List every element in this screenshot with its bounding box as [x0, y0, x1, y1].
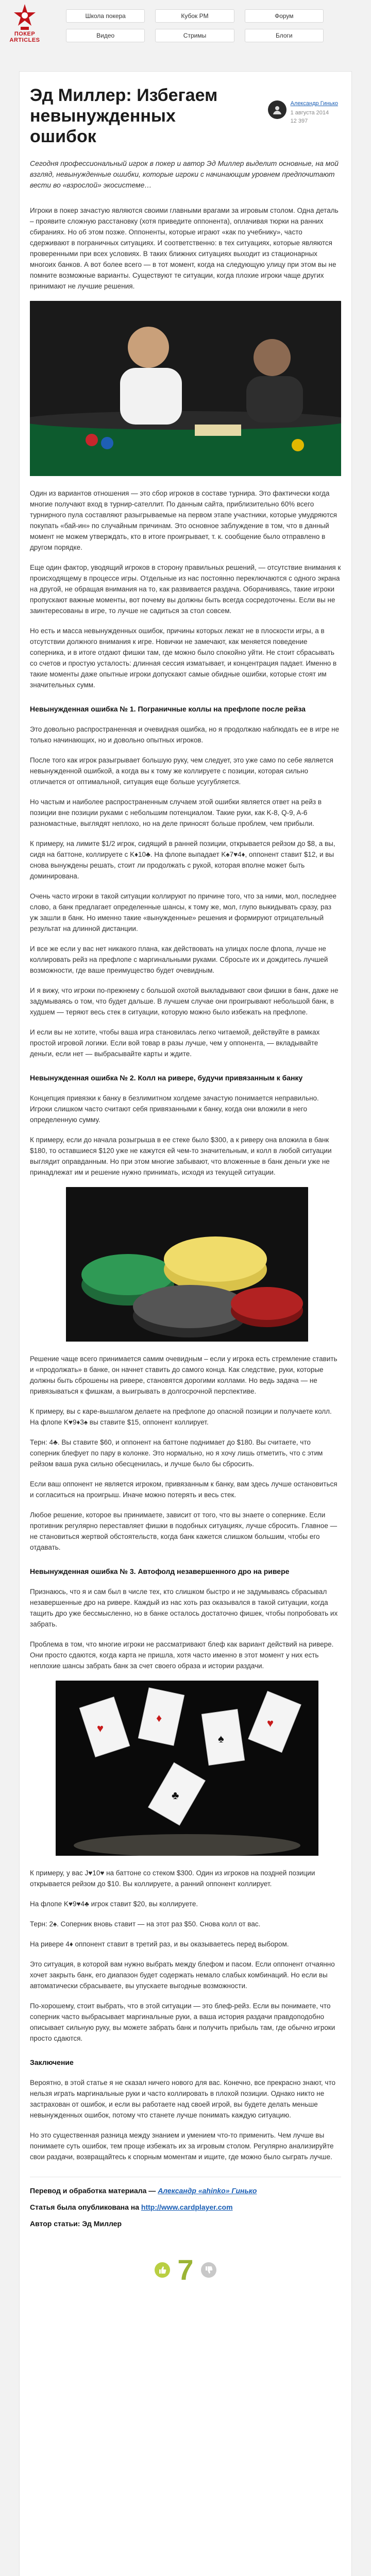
paragraph: На флопе K♥9♥4♣ игрок ставит $20, вы коллируете.: [30, 1900, 198, 1908]
thumbs-up-icon: [158, 2266, 166, 2274]
section-heading-2: Невынужденная ошибка № 2. Колл на ривере, будучи привязанным к банку: [30, 1074, 303, 1082]
svg-text:♥: ♥: [267, 1717, 274, 1730]
photo-cards: [56, 1681, 318, 1858]
site-header: [0, 0, 371, 56]
source-prefix: Статья была опубликована на: [30, 2203, 141, 2211]
paragraph: Концепция привязки к банку в безлимитном холдеме зачастую понимается неправильно. Игроки слишком часто считают себя привязанными к банку, когда они вложили в него определенную сумму.: [30, 1094, 319, 1124]
paragraph: Решение чаще всего принимается самим очевидным – если у игрока есть стремление ставить и «продолжать» в банке, он начнет ставить до самого конца. Как следствие, руки, которые должны быть сброшены на ривере, становятся дорогими коллами. Но ведь задача — не привязываться к фишкам, а выигрывать в долгосрочной перспективе.: [30, 1355, 338, 1395]
author-name[interactable]: Александр Гинько: [290, 100, 338, 107]
nav-item-video[interactable]: Видео: [66, 29, 145, 42]
svg-text:♥: ♥: [97, 1722, 104, 1735]
credit-prefix: Перевод и обработка материала —: [30, 2187, 158, 2195]
paragraph: К примеру, у вас J♥10♥ на баттоне со стеком $300. Один из игроков на поздней позиции открывается рейзом до $10. Вы коллируете, а ранний оппонент коллирует.: [30, 1869, 315, 1888]
section-heading-3: Невынужденная ошибка № 3. Автофолд незавершенного дро на ривере: [30, 1567, 290, 1575]
nav-item-blogs[interactable]: Блоги: [245, 29, 324, 42]
publish-date: 1 августа 2014: [290, 110, 329, 116]
paragraph: И все же если у вас нет никакого плана, как действовать на улицах после флопа, лучше не коллировать рейз на префлопе с маргинальными руками. Сбросьте их и дождитесь лучшей возможности, где ваше преимущество будет очевидным.: [30, 945, 328, 974]
thumbs-down-icon: [205, 2266, 213, 2274]
site-logo[interactable]: [7, 3, 42, 53]
author-line: Автор статьи: Эд Миллер: [30, 2219, 122, 2228]
paragraph: И если вы не хотите, чтобы ваша игра становилась легко читаемой, действуйте в рамках простой игровой логики. Если вой товар в разы лучше, чем у оппонента, — вкладывайте деньги, если нет — выбрасывайте карты и ждите.: [30, 1028, 320, 1058]
translation-credit: [30, 2187, 341, 2195]
svg-text:♠: ♠: [218, 1732, 224, 1745]
source-link[interactable]: http://www.cardplayer.com: [141, 2203, 233, 2211]
paragraph: К примеру, на лимите $1/2 игрок, сидящий в ранней позиции, открывается рейзом до $8, а вы, сидя на баттоне, коллируете с K♦10♣. На флопе выпадает K♠7♥4♦, оппонент ставит $12, и вы снова вынуждены решать, стоит ли продолжать с рукой, которая вполне может быть доминирована.: [30, 840, 335, 880]
paragraph: Вероятно, в этой статье я не сказал ничего нового для вас. Конечно, все прекрасно знают, что нельзя играть маргинальные руки и часто коллировать в плохой позиции. Однако никто не застрахован от ошибок, и если вы работаете над своей игрой, вы будете делать меньше невынужденных ошибок, потому что станете лучше понимать каждую ситуацию.: [30, 2079, 335, 2119]
paragraph: И я вижу, что игроки по-прежнему с большой охотой выкладывают свои фишки в банк, даже не задумываясь о том, что будет дальше. В лучшем случае они проигрывают небольшой банк, в худшем — теряют весь стек в ситуации, которую можно было избежать на префлопе.: [30, 987, 339, 1016]
paragraph: После того как игрок разыгрывает большую руку, чем следует, это уже само по себе является невынужденной ошибкой, а когда вы к тому же коллируете с позиции, которая сильно отличается от оптимальной, ситуация еще больше усугубляется.: [30, 756, 333, 786]
section-heading-1: Невынужденная ошибка № 1. Пограничные коллы на префлопе после рейза: [30, 705, 306, 713]
paragraph: Это ситуация, в которой вам нужно выбрать между блефом и пасом. Если оппонент отчаянно хочет закрыть банк, его диапазон будет содержать немало слабых комбинаций. Но если вы автоматически сбрасываете, вы упускаете выгодные возможности.: [30, 1960, 335, 1990]
paragraph: Если ваш оппонент не является игроком, привязанным к банку, вам здесь лучше остановиться и согласиться на проигрыш. Иначе можно потерять и весь стек.: [30, 1480, 338, 1499]
paragraph: Терн: 4♣. Вы ставите $60, и оппонент на баттоне поднимает до $180. Вы считаете, что соперник блефует по пару в колонке. Это нормально, но я хочу лишь отметить, что с этим рейзом ваша рука сильно обесценилась, и лучше было бы сбросить.: [30, 1438, 323, 1468]
paragraph: Игроки в покер зачастую являются своими главными врагами за игровым столом. Одна деталь – проявите сложную расстановку (хотя приведите оппонента), оплачивая тюрки на ранних сбираниях. Но об этом позже. Оппоненты, которые играют «как по учебнику», часто сдерживают в пограничных ситуациях. И соответственно: в тех ситуациях, которые являются проверенными при всех условиях. В таких ближних ситуациях выходит из стационарных многоих банков. А вот более всего — в тот момент, когда на следующую улицу при этом вы не помните возможные варианты. Существуют те ситуации, когда плохие игроки чаще других принимают не лучшие решения.: [30, 207, 339, 290]
paragraph: Но есть и масса невынужденных ошибок, причины которых лежат не в плоскости игры, а в отсутствии должного внимания к игре. Новички не замечают, как меняется поведение соперника, и в итоге отдают фишки там, где можно было спокойно уйти. Не стоит сбрасывать со счетов и простую усталость: длинная сессия изматывает, и концентрация падает. Именно в такие моменты даже опытные игроки допускают самые обидные ошибки, которые стоят им значительных сумм.: [30, 627, 337, 689]
likes-count: 7: [177, 2253, 194, 2286]
nav-item-forum[interactable]: Форум: [245, 9, 324, 23]
nav-item-cup[interactable]: Кубок PM: [155, 9, 234, 23]
paragraph: Любое решение, которое вы принимаете, зависит от того, что вы знаете о сопернике. Если противник регулярно переставляет фишки в подобных ситуациях, лучше сбросить. Главное — не становиться жертвой обстоятельств, когда банк кажется слишком большим, чтобы его отдавать.: [30, 1511, 338, 1551]
top-nav: [66, 9, 324, 42]
article-lead: Сегодня профессиональный игрок в покер и автор Эд Миллер выделит основные, на мой взгляд, невынужденные ошибки, которые игроки с начинающим уровнем предпочитают вести во «взрослой» экосистеме…: [30, 159, 339, 189]
user-icon: [272, 104, 283, 115]
article-title: Эд Миллер: Избегаем невынужденных ошибок: [30, 86, 218, 146]
conclusion-heading: Заключение: [30, 2058, 74, 2066]
photo-chips: [66, 1187, 308, 1344]
paragraph: По-хорошему, стоит выбрать, что в этой ситуации — это блеф-рейз. Если вы понимаете, что соперник часто выбрасывает маргинальные руки, а ваша история раздачи правдоподобно описывает сильную руку, вы можете забрать банк и получить прибыль там, где обычно игроки просто сдаются.: [30, 2002, 335, 2042]
view-count: 12 397: [290, 118, 308, 124]
logo-line2: ARTICLES: [9, 37, 40, 43]
paragraph: Терн: 2♠. Соперник вновь ставит — на этот раз $50. Снова колл от вас.: [30, 1920, 261, 1928]
rating-row: [30, 2253, 341, 2286]
paragraph: К примеру, вы с каре-вышлагом делаете на префлопе до опасной позиции и получаете колл. На флопе K♥9♦3♠ вы ставите $15, оппонент коллирует.: [30, 1408, 332, 1426]
logo-star-icon: [13, 3, 36, 31]
paragraph: Это довольно распространенная и очевидная ошибка, но я продолжаю наблюдать ее в игре не только начинающих, но и довольно опытных игроков.: [30, 725, 340, 744]
photo-players: [30, 301, 341, 479]
paragraph: Но частым и наиболее распространенным случаем этой ошибки является ответ на рейз в позиции вне позиции руками с небольшим потенциалом. Такие руки, как K-8, Q-9, A-6 разномастные, выглядят неплохо, но на деле приносят больше проблем, чем прибыли.: [30, 798, 322, 827]
nav-item-streams[interactable]: Стримы: [155, 29, 234, 42]
svg-text:♦: ♦: [156, 1711, 162, 1724]
source-line: [30, 2203, 341, 2211]
paragraph: На ривере 4♦ оппонент ставит в третий раз, и вы оказываетесь перед выбором.: [30, 1940, 289, 1948]
credit-author-link[interactable]: Александр «ahinko» Гинько: [158, 2187, 257, 2195]
nav-item-school[interactable]: Школа покера: [66, 9, 145, 23]
author-box: [268, 100, 338, 124]
article-card: [19, 71, 352, 2576]
svg-text:♣: ♣: [172, 1789, 179, 1802]
paragraph: Проблема в том, что многие игроки не рассматривают блеф как вариант действий на ривере. Они просто сдаются, когда карта не пришла, хотя часто именно в этот момент у них есть неплохие шансы забрать банк за счет своего образа и истории раздачи.: [30, 1640, 334, 1670]
paragraph: Очень часто игроки в такой ситуации коллируют по причине того, что за ними, мол, последнее слово, а банк предлагает определенные шансы, к тому же, мол, глупо выкидывать сразу, раз уж зашли в банк. Но именно такие «вынужденные» решения и формируют отрицательный результат на длинной дистанции.: [30, 892, 336, 933]
avatar[interactable]: [268, 100, 286, 119]
paragraph: Еще один фактор, уводящий игроков в сторону правильных решений, — отсутствие внимания к происходящему в процессе игры. Отдельные из нас постоянно переключаются с одного экрана на другой, не обращая внимания на то, как развивается раздача. Оборачиваясь, такие игроки пропускают важные моменты, вот почему вы должны быть всегда сосредоточены. Если вы не заинтересованы в игре, то лучше не садиться за стол совсем.: [30, 564, 341, 615]
like-button[interactable]: [155, 2262, 170, 2278]
dislike-button[interactable]: [201, 2262, 216, 2278]
paragraph: К примеру, если до начала розыгрыша в ее стеке было $300, а к риверу она вложила в банк $180, то оставшиеся $120 уже не кажутся ей чем-то значительным, и колл в любой ситуации выглядит оправданным. Но при этом многие забывают, что вложенные в банк деньги уже не принадлежат им и решение нужно принимать, исходя из текущей ситуации.: [30, 1136, 332, 1176]
paragraph: Признаюсь, что я и сам был в числе тех, кто слишком быстро и не задумываясь сбрасывал незавершенные дро на ривере. Каждый из нас хоть раз оказывался в такой ситуации, когда тащить дро уже бессмысленно, но в банке осталось достаточно фишек, чтобы попробовать их забрать.: [30, 1588, 338, 1628]
paragraph: Один из вариантов отношения — это сбор игроков в составе турнира. Это фактически когда многие получают вход в турнир-сателлит. По данным сайта, приблизительно 60% всего турнирного пула составляют разыгрываемые на первом этапе участники, которые умудряются покупать «бай-ин» по случайным причинам. Это основное заблуждение в том, что в данный момент не можем утверждать, кто в итоге проигрывает, т. к. сообщение было отправлено в другом порядке.: [30, 489, 337, 551]
logo-line1: ПОКЕР: [14, 31, 36, 37]
paragraph: Но это существенная разница между знанием и умением что-то применить. Чем лучше вы понимаете суть ошибок, тем проще избежать их за игровым столом. Регулярно анализируйте свои раздачи, возвращайтесь к спорным моментам и ищите, где можно было сыграть лучше.: [30, 2131, 334, 2161]
